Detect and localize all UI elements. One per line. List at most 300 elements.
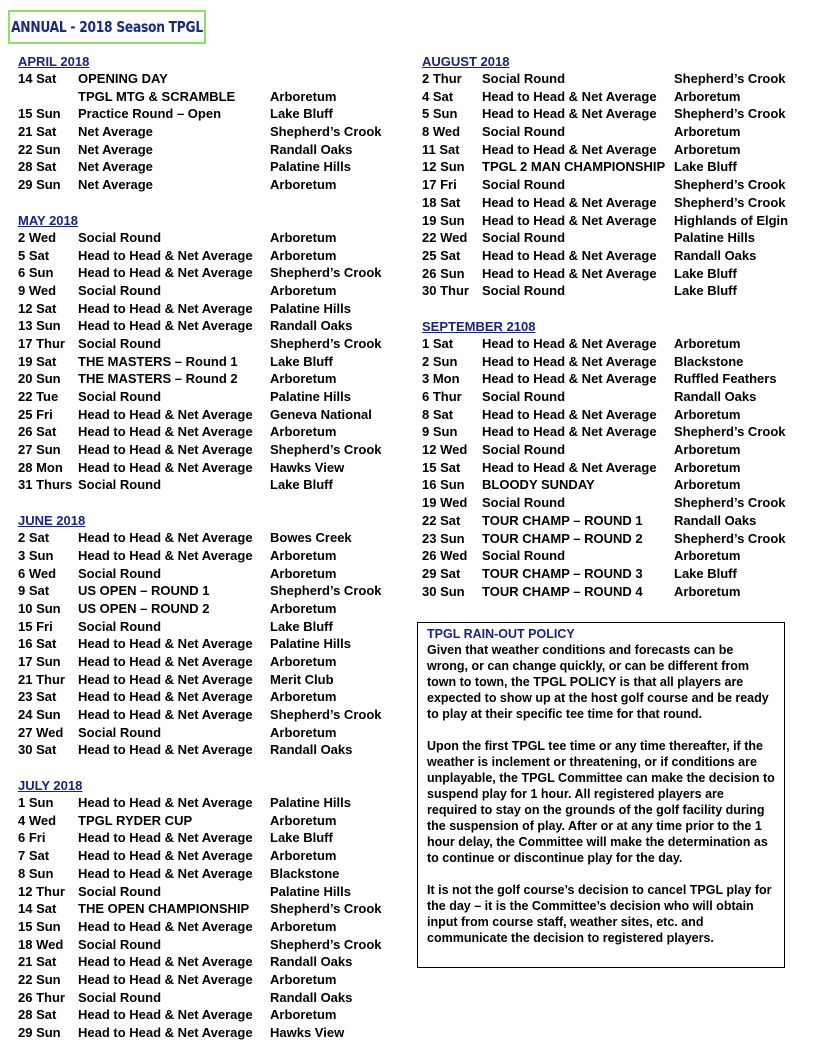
schedule-row: [18, 794, 408, 812]
course-name: Arboretum: [270, 848, 337, 864]
course-name: Randall Oaks: [674, 389, 757, 404]
event-name: Head to Head & Net Average: [78, 530, 253, 546]
event-name: Social Round: [482, 124, 566, 140]
event-name: Head to Head & Net Average: [482, 353, 657, 369]
event-date: 9 Wed: [18, 282, 57, 298]
event-name: Head to Head & Net Average: [78, 318, 253, 334]
event-date: 4 Sat: [422, 88, 454, 104]
course-name: Arboretum: [270, 547, 337, 563]
event-date: 22 Tue: [18, 389, 59, 404]
event-name: Net Average: [78, 141, 153, 157]
event-name: Social Round: [482, 71, 566, 86]
event-name: Head to Head & Net Average: [78, 1007, 253, 1023]
schedule-row: [422, 441, 812, 459]
event-date: 8 Sat: [422, 406, 454, 422]
event-date: 29 Sun: [18, 1025, 61, 1040]
course-name: Arboretum: [270, 600, 337, 616]
event-name: THE MASTERS – Round 2: [78, 371, 238, 387]
event-name: Head to Head & Net Average: [78, 742, 253, 758]
event-name: Head to Head & Net Average: [78, 247, 253, 263]
schedule-row: [18, 653, 408, 671]
event-name: US OPEN – ROUND 1: [78, 583, 210, 599]
course-name: Arboretum: [674, 406, 741, 422]
schedule-row: [18, 264, 408, 282]
course-name: Lake Bluff: [674, 283, 737, 299]
course-name: Randall Oaks: [674, 512, 757, 528]
event-name: Net Average: [78, 159, 153, 175]
event-date: 15 Sun: [18, 918, 61, 934]
course-name: Arboretum: [270, 424, 337, 440]
course-name: Randall Oaks: [270, 954, 353, 970]
month-section: [422, 318, 812, 600]
event-name: TPGL MTG & SCRAMBLE: [78, 88, 236, 104]
course-name: Palatine Hills: [270, 795, 351, 811]
event-name: Social Round: [482, 230, 566, 246]
event-name: Social Round: [482, 177, 566, 193]
course-name: Palatine Hills: [270, 636, 351, 652]
course-name: Arboretum: [674, 442, 741, 458]
schedule-row: [18, 370, 408, 388]
event-date: 18 Sat: [422, 194, 461, 210]
event-name: Social Round: [78, 282, 162, 298]
event-date: 17 Sun: [18, 653, 61, 669]
event-date: 21 Thur: [18, 671, 65, 687]
schedule-row: [422, 212, 812, 230]
event-name: Head to Head & Net Average: [482, 212, 657, 228]
event-name: Social Round: [78, 335, 162, 351]
month-section: [18, 53, 408, 194]
section-spacer: [18, 494, 408, 512]
event-date: 7 Sat: [18, 848, 50, 864]
schedule-row: [422, 123, 812, 141]
event-date: 26 Sun: [422, 265, 465, 281]
event-date: 31 Thurs: [18, 477, 73, 493]
schedule-row: [18, 547, 408, 565]
course-name: Arboretum: [270, 282, 337, 298]
course-name: Shepherd’s Crook: [674, 106, 786, 122]
schedule-row: [18, 300, 408, 318]
course-name: Shepherd’s Crook: [674, 194, 786, 210]
schedule-row: [18, 70, 408, 88]
course-name: Highlands of Elgin: [674, 212, 789, 228]
course-name: Arboretum: [270, 689, 337, 705]
policy-paragraph: Upon the first TPGL tee time or any time thereafter, if the weather is inclement or threatening, or if conditions are unplayable, the TPGL Committee can make the decision to suspend play for 1 hour. All registered players are required to stay on the grounds of the golf facility during the suspension of play. After or at any time prior to the 1 hour delay, the Committee will make the determination as to continue or discontinue play for the day.: [427, 739, 775, 865]
event-date: [18, 88, 78, 106]
course-name: Lake Bluff: [270, 353, 333, 369]
event-date: 2 Sat: [18, 530, 50, 546]
schedule-row: [422, 494, 812, 512]
event-name: Head to Head & Net Average: [78, 300, 253, 316]
course-name: Arboretum: [270, 812, 337, 828]
schedule-row: [18, 229, 408, 247]
schedule-row: [18, 953, 408, 971]
event-date: 17 Fri: [422, 177, 457, 193]
event-name: Social Round: [78, 565, 162, 581]
course-name: Bowes Creek: [270, 530, 352, 546]
event-date: 18 Wed: [18, 936, 64, 952]
course-name: Arboretum: [270, 371, 337, 387]
course-name: Shepherd’s Crook: [674, 424, 786, 440]
event-name: Head to Head & Net Average: [78, 865, 253, 881]
course-name: Arboretum: [270, 229, 337, 245]
course-name: Arboretum: [674, 335, 741, 351]
event-name: Head to Head & Net Average: [78, 971, 253, 987]
event-date: 5 Sun: [422, 106, 458, 122]
schedule-row: [18, 706, 408, 724]
event-name: Head to Head & Net Average: [78, 265, 253, 281]
schedule-row: [18, 441, 408, 459]
event-name: Social Round: [482, 548, 566, 564]
event-name: Social Round: [78, 389, 162, 404]
event-name: Social Round: [482, 495, 566, 511]
schedule-row: [422, 141, 812, 159]
schedule-row: [422, 406, 812, 424]
event-date: 14 Sat: [18, 901, 57, 917]
schedule-right-column: [422, 53, 812, 600]
course-name: Shepherd’s Crook: [270, 583, 382, 599]
schedule-row: [18, 459, 408, 477]
schedule-row: [422, 176, 812, 194]
schedule-row: [18, 600, 408, 618]
document-title: ANNUAL - 2018 Season TPGL: [11, 18, 203, 36]
event-name: Social Round: [482, 283, 566, 299]
event-date: 13 Sun: [18, 318, 61, 334]
schedule-row: [18, 353, 408, 371]
schedule-row: [422, 282, 812, 300]
event-name: Head to Head & Net Average: [78, 707, 253, 722]
course-name: Arboretum: [674, 141, 741, 157]
event-date: 28 Sat: [18, 1007, 57, 1023]
course-name: Arboretum: [270, 1007, 337, 1023]
course-name: Lake Bluff: [270, 477, 333, 493]
event-date: 14 Sat: [18, 71, 57, 86]
event-date: 25 Sat: [422, 247, 461, 263]
event-name: TOUR CHAMP – ROUND 2: [482, 530, 643, 546]
schedule-row: [422, 547, 812, 565]
month-section: [422, 53, 812, 300]
course-name: Shepherd’s Crook: [270, 265, 382, 281]
schedule-row: [18, 565, 408, 583]
event-name: US OPEN – ROUND 2: [78, 600, 210, 616]
month-section: [18, 512, 408, 759]
course-name: Randall Oaks: [270, 989, 353, 1005]
event-date: 22 Sun: [18, 971, 61, 987]
event-name: Social Round: [78, 477, 162, 493]
policy-paragraph: Given that weather conditions and forecasts can be wrong, or can change quickly, or can be different from town to town, the TPGL POLICY is that all players are expected to show up at the host golf course and be ready to play at their specific tee time for that round.: [427, 643, 769, 721]
event-date: 12 Thur: [18, 883, 65, 899]
schedule-row: [422, 565, 812, 583]
policy-title: TPGL RAIN-OUT POLICY: [427, 627, 575, 641]
event-name: Head to Head & Net Average: [78, 918, 253, 934]
course-name: Hawks View: [270, 1025, 345, 1040]
schedule-row: [422, 105, 812, 123]
document-title-box: [8, 10, 206, 44]
event-name: Head to Head & Net Average: [78, 459, 253, 475]
event-name: Social Round: [78, 724, 162, 740]
course-name: Lake Bluff: [674, 159, 737, 175]
event-name: Head to Head & Net Average: [78, 636, 253, 652]
event-date: 3 Sun: [18, 547, 54, 563]
section-spacer: [18, 759, 408, 777]
schedule-row: [18, 918, 408, 936]
event-name: Social Round: [482, 389, 566, 404]
schedule-row: [18, 141, 408, 159]
event-name: TPGL RYDER CUP: [78, 812, 193, 828]
schedule-row: [18, 688, 408, 706]
event-name: Head to Head & Net Average: [78, 689, 253, 705]
event-date: 2 Wed: [18, 229, 57, 245]
course-name: Arboretum: [674, 88, 741, 104]
schedule-row: [18, 847, 408, 865]
event-date: 26 Sat: [18, 424, 57, 440]
event-date: 6 Sun: [18, 265, 54, 281]
course-name: Arboretum: [270, 724, 337, 740]
event-name: Head to Head & Net Average: [78, 653, 253, 669]
event-date: 15 Fri: [18, 618, 53, 634]
event-name: Head to Head & Net Average: [482, 335, 657, 351]
course-name: Arboretum: [674, 459, 741, 475]
schedule-row: [18, 971, 408, 989]
event-date: 6 Wed: [18, 565, 57, 581]
schedule-row: [18, 476, 408, 494]
schedule-row: [18, 529, 408, 547]
event-name: Head to Head & Net Average: [78, 547, 253, 563]
event-name: BLOODY SUNDAY: [482, 477, 595, 493]
course-name: Randall Oaks: [270, 318, 353, 334]
event-date: 19 Sat: [18, 353, 57, 369]
event-date: 27 Wed: [18, 724, 64, 740]
schedule-row: [422, 88, 812, 106]
event-name: Head to Head & Net Average: [78, 442, 253, 458]
event-name: Head to Head & Net Average: [482, 406, 657, 422]
course-name: Palatine Hills: [270, 389, 351, 404]
event-date: 6 Fri: [18, 830, 46, 846]
schedule-row: [18, 158, 408, 176]
event-date: 27 Sun: [18, 442, 61, 458]
schedule-row: [422, 158, 812, 176]
event-date: 23 Sat: [18, 689, 57, 705]
event-date: 15 Sun: [18, 106, 61, 122]
policy-paragraph: It is not the golf course’s decision to cancel TPGL play for the day – it is the Committee’s decision who will obtain input from course staff, weather sites, etc. and communicate the decision to registered players.: [427, 883, 772, 945]
event-date: 25 Fri: [18, 406, 53, 422]
event-name: TPGL 2 MAN CHAMPIONSHIP: [482, 159, 666, 175]
schedule-row: [422, 423, 812, 441]
month-heading: APRIL 2018: [18, 54, 90, 69]
event-date: 12 Sun: [422, 159, 465, 175]
event-name: Social Round: [78, 936, 162, 952]
event-name: Social Round: [78, 883, 162, 899]
course-name: Hawks View: [270, 459, 345, 475]
event-date: 8 Sun: [18, 865, 54, 881]
event-date: 12 Wed: [422, 442, 468, 458]
course-name: Lake Bluff: [674, 265, 737, 281]
event-date: 11 Sat: [422, 141, 460, 157]
schedule-row: [18, 105, 408, 123]
event-date: 22 Sat: [422, 512, 461, 528]
event-date: 30 Sun: [422, 583, 465, 599]
section-spacer: [18, 194, 408, 212]
event-name: Head to Head & Net Average: [78, 795, 253, 811]
course-name: Palatine Hills: [270, 159, 351, 175]
course-name: Shepherd’s Crook: [270, 124, 382, 140]
schedule-row: [18, 282, 408, 300]
course-name: Arboretum: [674, 583, 741, 599]
event-name: Head to Head & Net Average: [482, 194, 657, 210]
course-name: Palatine Hills: [270, 883, 351, 899]
event-name: TOUR CHAMP – ROUND 3: [482, 565, 643, 581]
course-name: Shepherd’s Crook: [674, 177, 786, 193]
schedule-row: [422, 70, 812, 88]
schedule-row: [18, 317, 408, 335]
course-name: Shepherd’s Crook: [270, 901, 382, 917]
schedule-row: [422, 512, 812, 530]
schedule-row: [422, 459, 812, 477]
course-name: Randall Oaks: [674, 247, 757, 263]
course-name: Blackstone: [270, 865, 340, 881]
month-heading: MAY 2018: [18, 212, 78, 228]
month-heading: AUGUST 2018: [422, 54, 510, 69]
event-name: Net Average: [78, 124, 153, 140]
event-date: 26 Thur: [18, 989, 65, 1005]
course-name: Randall Oaks: [270, 141, 353, 157]
event-name: TOUR CHAMP – ROUND 1: [482, 512, 643, 528]
event-date: 21 Sat: [18, 954, 57, 970]
schedule-row: [18, 936, 408, 954]
course-name: Arboretum: [270, 653, 337, 669]
course-name: Arboretum: [674, 548, 741, 564]
course-name: Arboretum: [674, 124, 741, 140]
event-name: Head to Head & Net Average: [78, 1025, 253, 1040]
event-name: Head to Head & Net Average: [482, 106, 657, 122]
schedule-row: [18, 741, 408, 759]
schedule-row: [422, 353, 812, 371]
event-name: OPENING DAY: [78, 71, 168, 86]
schedule-row: [422, 194, 812, 212]
course-name: Arboretum: [270, 918, 337, 934]
course-name: Lake Bluff: [674, 565, 737, 581]
schedule-row: [18, 883, 408, 901]
month-heading: SEPTEMBER 2108: [422, 318, 536, 334]
course-name: Lake Bluff: [270, 618, 333, 634]
event-date: 22 Sun: [18, 141, 61, 157]
schedule-row: [18, 812, 408, 830]
schedule-row: [422, 583, 812, 601]
course-name: Shepherd’s Crook: [270, 442, 382, 458]
event-name: Social Round: [78, 229, 162, 245]
event-name: THE MASTERS – Round 1: [78, 353, 238, 369]
event-name: Net Average: [78, 177, 153, 193]
course-name: Shepherd’s Crook: [674, 71, 786, 86]
event-date: 12 Sat: [18, 300, 57, 316]
schedule-row: [18, 335, 408, 353]
schedule-row: [422, 370, 812, 388]
event-date: 30 Thur: [422, 283, 469, 299]
event-date: 9 Sat: [18, 583, 50, 599]
event-name: Head to Head & Net Average: [78, 424, 253, 440]
event-name: Head to Head & Net Average: [482, 459, 657, 475]
schedule-row: [18, 406, 408, 424]
event-date: 5 Sat: [18, 247, 50, 263]
month-section: [18, 777, 408, 1042]
event-date: 9 Sun: [422, 424, 458, 440]
event-name: Head to Head & Net Average: [482, 247, 657, 263]
event-date: 28 Sat: [18, 159, 57, 175]
event-date: 21 Sat: [18, 124, 57, 140]
event-date: 6 Thur: [422, 389, 462, 404]
schedule-row: [18, 865, 408, 883]
course-name: Blackstone: [674, 353, 744, 369]
schedule-row: [18, 388, 408, 406]
event-date: 4 Wed: [18, 812, 57, 828]
rain-out-policy-box: [417, 622, 785, 968]
event-name: Practice Round – Open: [78, 106, 222, 122]
schedule-row: [18, 1024, 408, 1042]
course-name: Lake Bluff: [270, 830, 333, 846]
course-name: Palatine Hills: [270, 300, 351, 316]
event-name: Head to Head & Net Average: [482, 141, 657, 157]
event-date: 16 Sat: [18, 636, 57, 652]
schedule-row: [18, 829, 408, 847]
event-date: 28 Mon: [18, 459, 63, 475]
schedule-left-column: [18, 53, 408, 1042]
event-date: 22 Wed: [422, 230, 468, 246]
event-name: Head to Head & Net Average: [78, 830, 253, 846]
event-date: 26 Wed: [422, 548, 468, 564]
month-heading: JUNE 2018: [18, 513, 86, 529]
event-name: Head to Head & Net Average: [78, 954, 253, 970]
schedule-row: [18, 635, 408, 653]
course-name: Shepherd’s Crook: [270, 335, 382, 351]
schedule-row: [422, 388, 812, 406]
event-date: 10 Sun: [18, 600, 61, 616]
schedule-row: [18, 1006, 408, 1024]
event-name: Head to Head & Net Average: [482, 424, 657, 440]
schedule-row: [422, 530, 812, 548]
event-name: Head to Head & Net Average: [78, 848, 253, 864]
course-name: Shepherd’s Crook: [674, 530, 786, 546]
schedule-row: [18, 582, 408, 600]
course-name: Shepherd’s Crook: [270, 707, 382, 722]
event-name: Head to Head & Net Average: [482, 265, 657, 281]
event-date: 19 Wed: [422, 495, 468, 511]
event-name: Head to Head & Net Average: [482, 88, 657, 104]
course-name: Palatine Hills: [674, 230, 755, 246]
event-date: 16 Sun: [422, 477, 465, 493]
event-date: 20 Sun: [18, 371, 61, 387]
course-name: Arboretum: [270, 247, 337, 263]
event-date: 1 Sat: [422, 335, 454, 351]
event-date: 1 Sun: [18, 795, 54, 811]
schedule-row: [422, 229, 812, 247]
schedule-row: [18, 671, 408, 689]
event-date: 2 Thur: [422, 71, 462, 86]
course-name: Lake Bluff: [270, 106, 333, 122]
schedule-row: [18, 88, 408, 106]
schedule-row: [18, 900, 408, 918]
event-date: 3 Mon: [422, 371, 460, 387]
schedule-row: [18, 176, 408, 194]
event-date: 15 Sat: [422, 459, 461, 475]
schedule-row: [18, 989, 408, 1007]
schedule-row: [18, 123, 408, 141]
course-name: Merit Club: [270, 671, 334, 687]
event-date: 24 Sun: [18, 707, 61, 722]
schedule-row: [18, 618, 408, 636]
event-name: Head to Head & Net Average: [78, 671, 253, 687]
schedule-row: [422, 265, 812, 283]
course-name: Arboretum: [270, 177, 337, 193]
event-name: Head to Head & Net Average: [482, 371, 657, 387]
